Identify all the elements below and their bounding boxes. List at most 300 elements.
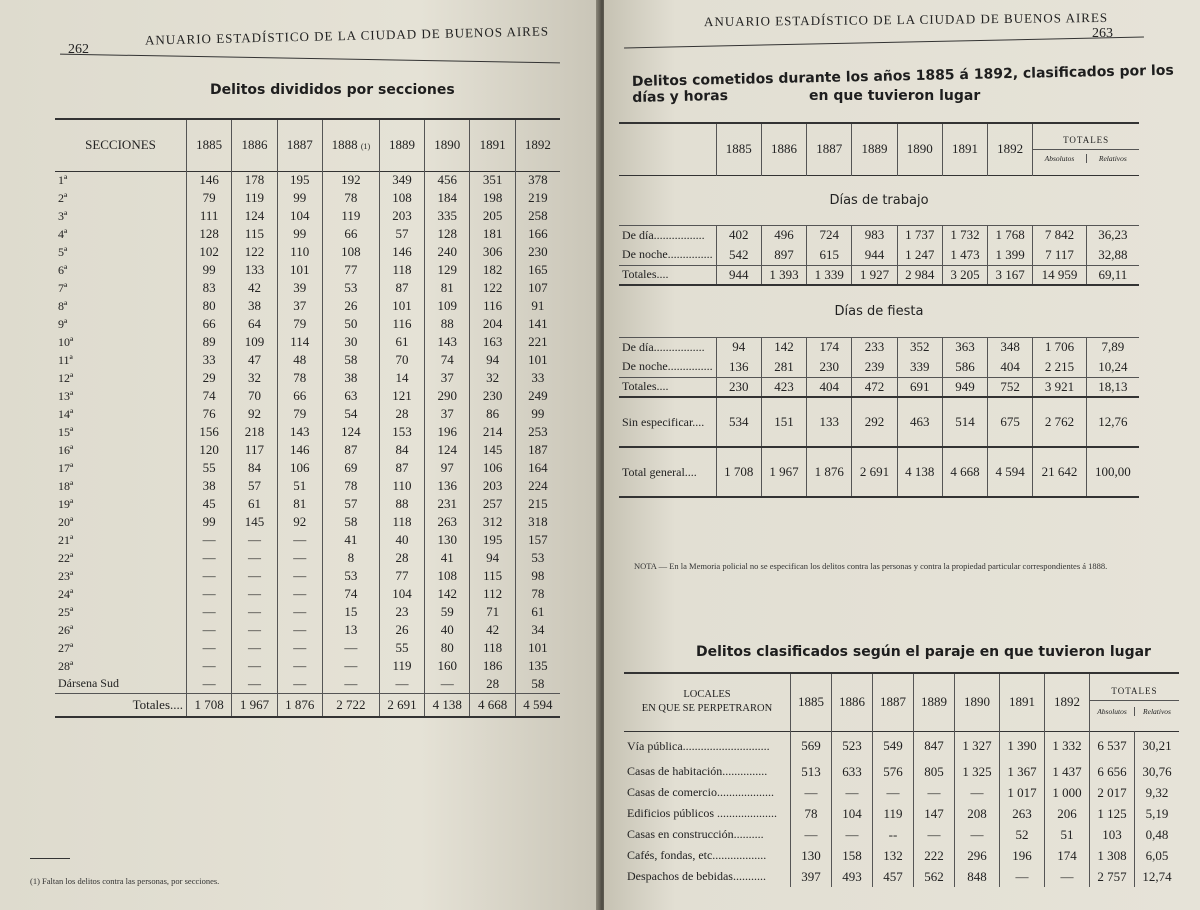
cell-value: 55 (187, 459, 232, 477)
year-header: 1892 (515, 119, 560, 171)
cell-value: — (425, 675, 470, 693)
cell-value: 40 (379, 531, 424, 549)
cell-value: 258 (515, 207, 560, 225)
section-label: 7ª (58, 280, 68, 295)
row-label: De noche............... (622, 247, 713, 262)
cell-value: 184 (425, 189, 470, 207)
cell-value: 61 (232, 495, 277, 513)
cell-value: 78 (277, 369, 322, 387)
cell-value: 6,05 (1135, 845, 1180, 866)
row-label: Cafés, fondas, etc.................. (627, 848, 767, 862)
table-row (55, 603, 560, 621)
cell-value: 7 117 (1033, 245, 1086, 265)
trabajo-title-row (619, 175, 1139, 225)
cell-value: 78 (322, 189, 379, 207)
table-row (55, 315, 560, 333)
cell-value: 52 (999, 824, 1044, 845)
cell-value: 88 (425, 315, 470, 333)
cell-value: 147 (913, 803, 954, 824)
cell-value: 363 (942, 337, 987, 357)
cell-value: 115 (470, 567, 515, 585)
cell-value: — (277, 657, 322, 675)
year-header: 1890 (897, 123, 942, 175)
cell-value: 28 (379, 549, 424, 567)
cell-value: 71 (470, 603, 515, 621)
cell-value: 59 (425, 603, 470, 621)
table-title-dias: Delitos cometidos durante los años 1885 á 1892, clasificados por los días y horas (631, 62, 1174, 106)
totales-header: TOTALES Absolutos Relativos (1033, 123, 1139, 175)
cell-value: 91 (515, 297, 560, 315)
cell-value: 1 308 (1089, 845, 1134, 866)
cell-value: 42 (470, 621, 515, 639)
cell-value: 523 (831, 731, 872, 761)
cell-value: 233 (852, 337, 897, 357)
cell-value: 47 (232, 351, 277, 369)
cell-value: 562 (913, 866, 954, 887)
cell-value: 10,24 (1086, 357, 1139, 377)
cell-value: 944 (716, 265, 761, 285)
relativos-label: Relativos (1098, 154, 1127, 164)
table-row (55, 459, 560, 477)
cell-value: 128 (425, 225, 470, 243)
cell-value: 312 (470, 513, 515, 531)
cell-value: 55 (379, 639, 424, 657)
cell-value: — (232, 675, 277, 693)
cell-value: 224 (515, 477, 560, 495)
cell-value: — (187, 549, 232, 567)
cell-value: 4 138 (897, 447, 942, 497)
cell-value: — (954, 824, 999, 845)
cell-value: 136 (425, 477, 470, 495)
cell-value: 141 (515, 315, 560, 333)
cell-value: — (277, 531, 322, 549)
cell-value: 198 (470, 189, 515, 207)
total-cell: 1 876 (277, 693, 322, 717)
cell-value: 108 (379, 189, 424, 207)
nota: NOTA — En la Memoria policial no se especifican los delitos contra las personas y contra la propiedad particular correspondientes á 1888. (634, 561, 1108, 571)
cell-value: 84 (379, 441, 424, 459)
cell-value: 77 (379, 567, 424, 585)
cell-value: 69 (322, 459, 379, 477)
cell-value: 1 473 (942, 245, 987, 265)
cell-value: 37 (425, 369, 470, 387)
cell-value: 2 017 (1089, 782, 1134, 803)
year-header: 1886 (761, 123, 806, 175)
cell-value: 29 (187, 369, 232, 387)
cell-value: 6 656 (1089, 761, 1134, 782)
cell-value: 61 (379, 333, 424, 351)
cell-value: 133 (232, 261, 277, 279)
cell-value: — (277, 639, 322, 657)
table-row (55, 351, 560, 369)
cell-value: 118 (379, 513, 424, 531)
cell-value: 230 (807, 357, 852, 377)
cell-value: 78 (791, 803, 832, 824)
table-row (55, 549, 560, 567)
row-label: Sin especificar.... (622, 414, 705, 429)
cell-value: 158 (831, 845, 872, 866)
table-row (55, 369, 560, 387)
table-row (55, 477, 560, 495)
cell-value: 132 (872, 845, 913, 866)
cell-value: 63 (322, 387, 379, 405)
cell-value: — (187, 603, 232, 621)
cell-value: 221 (515, 333, 560, 351)
page-number: 262 (68, 42, 89, 57)
cell-value: 208 (954, 803, 999, 824)
cell-value: 2 762 (1033, 397, 1086, 447)
cell-value: 263 (999, 803, 1044, 824)
cell-value: — (232, 603, 277, 621)
table-row (55, 441, 560, 459)
running-head: ANUARIO ESTADÍSTICO DE LA CIUDAD DE BUENOS AIRES (144, 23, 550, 48)
cell-value: 30 (322, 333, 379, 351)
cell-value: 249 (515, 387, 560, 405)
cell-value: 30,76 (1135, 761, 1180, 782)
cell-value: 130 (425, 531, 470, 549)
cell-value: 81 (277, 495, 322, 513)
row-label: Totales.... (622, 379, 669, 394)
year-header: 1887 (277, 119, 322, 171)
sin-especificar-row (619, 397, 1139, 447)
cell-value: 4 594 (988, 447, 1033, 497)
cell-value: 94 (470, 549, 515, 567)
cell-value: 296 (954, 845, 999, 866)
cell-value: 119 (872, 803, 913, 824)
cell-value: — (791, 824, 832, 845)
cell-value: — (322, 639, 379, 657)
cell-value: 157 (515, 531, 560, 549)
cell-value: 691 (897, 377, 942, 397)
secciones-rows (55, 171, 560, 693)
cell-value: 513 (791, 761, 832, 782)
cell-value: 13 (322, 621, 379, 639)
year-header: 1885 (716, 123, 761, 175)
section-label: 14ª (58, 406, 74, 421)
cell-value: 23 (379, 603, 424, 621)
cell-value: 675 (988, 397, 1033, 447)
cell-value: 1 247 (897, 245, 942, 265)
footnote-mark: (1) (360, 142, 371, 152)
cell-value: 58 (515, 675, 560, 693)
table-row (55, 585, 560, 603)
cell-value: 78 (322, 477, 379, 495)
cell-value: 15 (322, 603, 379, 621)
cell-value: 1 367 (999, 761, 1044, 782)
cell-value: — (872, 782, 913, 803)
table-row (619, 245, 1139, 265)
cell-value: 120 (187, 441, 232, 459)
cell-value: 33 (515, 369, 560, 387)
cell-value: — (322, 657, 379, 675)
cell-value: 542 (716, 245, 761, 265)
cell-value: 1 927 (852, 265, 897, 285)
cell-value: 28 (470, 675, 515, 693)
dias-rows (619, 175, 1139, 497)
cell-value: 102 (187, 243, 232, 261)
cell-value: 103 (1089, 824, 1134, 845)
cell-value: 101 (515, 639, 560, 657)
cell-value: 7,89 (1086, 337, 1139, 357)
cell-value: 8 (322, 549, 379, 567)
cell-value: 104 (831, 803, 872, 824)
cell-value: 40 (425, 621, 470, 639)
cell-value: 174 (807, 337, 852, 357)
cell-value: 106 (277, 459, 322, 477)
footnote-rule (30, 858, 70, 859)
cell-value: 231 (425, 495, 470, 513)
cell-value: 5,19 (1135, 803, 1180, 824)
cell-value: 109 (425, 297, 470, 315)
cell-value: 163 (470, 333, 515, 351)
cell-value: 142 (761, 337, 806, 357)
cell-value: — (831, 824, 872, 845)
cell-value: 12,76 (1086, 397, 1139, 447)
cell-value: — (232, 531, 277, 549)
table-row (55, 567, 560, 585)
total-cell: 4 668 (470, 693, 515, 717)
cell-value: 156 (187, 423, 232, 441)
table-row (619, 265, 1139, 285)
locales-rows (624, 731, 1179, 887)
cell-value: 101 (277, 261, 322, 279)
cell-value: 84 (232, 459, 277, 477)
cell-value: 848 (954, 866, 999, 887)
year-header: 1889 (379, 119, 424, 171)
cell-value: 94 (470, 351, 515, 369)
cell-value: 66 (277, 387, 322, 405)
cell-value: 1 768 (988, 225, 1033, 245)
cell-value: 186 (470, 657, 515, 675)
cell-value: — (187, 621, 232, 639)
cell-value: 38 (232, 297, 277, 315)
table-row (619, 357, 1139, 377)
cell-value: 74 (425, 351, 470, 369)
cell-value: — (277, 549, 322, 567)
table-row (55, 261, 560, 279)
section-label: 9ª (58, 316, 68, 331)
cell-value: 949 (942, 377, 987, 397)
cell-value: — (232, 621, 277, 639)
cell-value: 104 (277, 207, 322, 225)
cell-value: 195 (277, 171, 322, 189)
cell-value: 2 691 (852, 447, 897, 497)
header-rule (60, 54, 560, 64)
table-row (55, 639, 560, 657)
cell-value: 124 (232, 207, 277, 225)
cell-value: 58 (322, 513, 379, 531)
cell-value: 3 167 (988, 265, 1033, 285)
cell-value: 218 (232, 423, 277, 441)
cell-value: 222 (913, 845, 954, 866)
cell-value: 944 (852, 245, 897, 265)
cell-value: 493 (831, 866, 872, 887)
cell-value: 79 (277, 315, 322, 333)
table-row (55, 279, 560, 297)
cell-value: 38 (187, 477, 232, 495)
row-label: Totales.... (622, 267, 669, 282)
totales-header: TOTALES Absolutos Relativos (1089, 673, 1179, 731)
year-header: 1889 (913, 673, 954, 731)
cell-value: 74 (322, 585, 379, 603)
cell-value: — (831, 782, 872, 803)
cell-value: 64 (232, 315, 277, 333)
cell-value: 57 (322, 495, 379, 513)
cell-value: 569 (791, 731, 832, 761)
table-row (55, 387, 560, 405)
table-row (624, 803, 1179, 824)
cell-value: 549 (872, 731, 913, 761)
cell-value: 181 (470, 225, 515, 243)
cell-value: 77 (322, 261, 379, 279)
cell-value: — (277, 585, 322, 603)
cell-value: 51 (277, 477, 322, 495)
section-label: 23ª (58, 568, 74, 583)
col-header-secciones: SECCIONES (85, 137, 156, 153)
cell-value: — (1044, 866, 1089, 887)
cell-value: 348 (988, 337, 1033, 357)
table-row (624, 866, 1179, 887)
cell-value: 215 (515, 495, 560, 513)
cell-value: 87 (379, 459, 424, 477)
cell-value: 724 (807, 225, 852, 245)
cell-value: 114 (277, 333, 322, 351)
cell-value: 230 (716, 377, 761, 397)
cell-value: 12,74 (1135, 866, 1180, 887)
table-title-dias-2: en que tuvieron lugar (809, 88, 981, 104)
cell-value: — (232, 639, 277, 657)
cell-value: 4 668 (942, 447, 987, 497)
table-row (55, 531, 560, 549)
cell-value: 104 (379, 585, 424, 603)
cell-value: 514 (942, 397, 987, 447)
cell-value: 352 (897, 337, 942, 357)
cell-value: — (322, 675, 379, 693)
section-label: 24ª (58, 586, 74, 601)
total-cell: 4 594 (515, 693, 560, 717)
year-header: 1891 (942, 123, 987, 175)
table-row (55, 405, 560, 423)
table-row (55, 513, 560, 531)
cell-value: 48 (277, 351, 322, 369)
cell-value: 41 (425, 549, 470, 567)
footnote: (1) Faltan los delitos contra las personas, por secciones. (30, 876, 220, 886)
cell-value: 292 (852, 397, 897, 447)
cell-value: 28 (379, 405, 424, 423)
cell-value: 3 921 (1033, 377, 1086, 397)
cell-value: 92 (232, 405, 277, 423)
cell-value: 335 (425, 207, 470, 225)
section-label: 13ª (58, 388, 74, 403)
cell-value: 404 (807, 377, 852, 397)
cell-value: 752 (988, 377, 1033, 397)
section-label: 25ª (58, 604, 74, 619)
total-cell: 1 708 (187, 693, 232, 717)
cell-value: 14 959 (1033, 265, 1086, 285)
cell-value: 37 (277, 297, 322, 315)
cell-value: 36,23 (1086, 225, 1139, 245)
cell-value: 586 (942, 357, 987, 377)
table-title-paraje: Delitos clasificados según el paraje en que tuvieron lugar (696, 644, 1151, 660)
table-row (55, 189, 560, 207)
cell-value: 66 (187, 315, 232, 333)
cell-value: 42 (232, 279, 277, 297)
cell-value: 239 (852, 357, 897, 377)
section-label: 20ª (58, 514, 74, 529)
cell-value: 86 (470, 405, 515, 423)
table-row (624, 824, 1179, 845)
cell-value: 253 (515, 423, 560, 441)
cell-value: 135 (515, 657, 560, 675)
cell-value: 69,11 (1086, 265, 1139, 285)
cell-value: 164 (515, 459, 560, 477)
cell-value: 18,13 (1086, 377, 1139, 397)
cell-value: 351 (470, 171, 515, 189)
table-row (55, 243, 560, 261)
cell-value: 61 (515, 603, 560, 621)
cell-value: 178 (232, 171, 277, 189)
cell-value: 182 (470, 261, 515, 279)
cell-value: 108 (322, 243, 379, 261)
cell-value: 88 (379, 495, 424, 513)
cell-value: 219 (515, 189, 560, 207)
year-header: 1891 (470, 119, 515, 171)
cell-value: 83 (187, 279, 232, 297)
section-label: 1ª (58, 172, 68, 187)
cell-value: 38 (322, 369, 379, 387)
cell-value: 1 327 (954, 731, 999, 761)
cell-value: — (232, 585, 277, 603)
relativos-label: Relativos (1143, 707, 1171, 717)
cell-value: 110 (277, 243, 322, 261)
cell-value: 1 399 (988, 245, 1033, 265)
section-title: Días de fiesta (834, 303, 924, 319)
table-row (619, 225, 1139, 245)
table-row (624, 845, 1179, 866)
row-label: Despachos de bebidas........... (627, 869, 766, 883)
cell-value: 129 (425, 261, 470, 279)
cell-value: 633 (831, 761, 872, 782)
cell-value: 143 (425, 333, 470, 351)
cell-value: 115 (232, 225, 277, 243)
cell-value: 847 (913, 731, 954, 761)
row-label: De día................. (622, 339, 705, 354)
cell-value: 101 (515, 351, 560, 369)
row-label: Casas de habitación............... (627, 764, 768, 778)
cell-value: 203 (379, 207, 424, 225)
cell-value: 160 (425, 657, 470, 675)
cell-value: 318 (515, 513, 560, 531)
cell-value: — (954, 782, 999, 803)
cell-value: — (187, 531, 232, 549)
cell-value: 290 (425, 387, 470, 405)
row-label: De día................. (622, 227, 705, 242)
cell-value: 106 (470, 459, 515, 477)
year-header: 1887 (807, 123, 852, 175)
cell-value: 130 (791, 845, 832, 866)
year-header: 1885 (187, 119, 232, 171)
cell-value: 74 (187, 387, 232, 405)
cell-value: 1 437 (1044, 761, 1089, 782)
table-row (624, 731, 1179, 761)
cell-value: 142 (425, 585, 470, 603)
cell-value: — (277, 603, 322, 621)
cell-value: 196 (999, 845, 1044, 866)
cell-value: — (277, 675, 322, 693)
cell-value: 187 (515, 441, 560, 459)
cell-value: 99 (187, 513, 232, 531)
cell-value: 378 (515, 171, 560, 189)
